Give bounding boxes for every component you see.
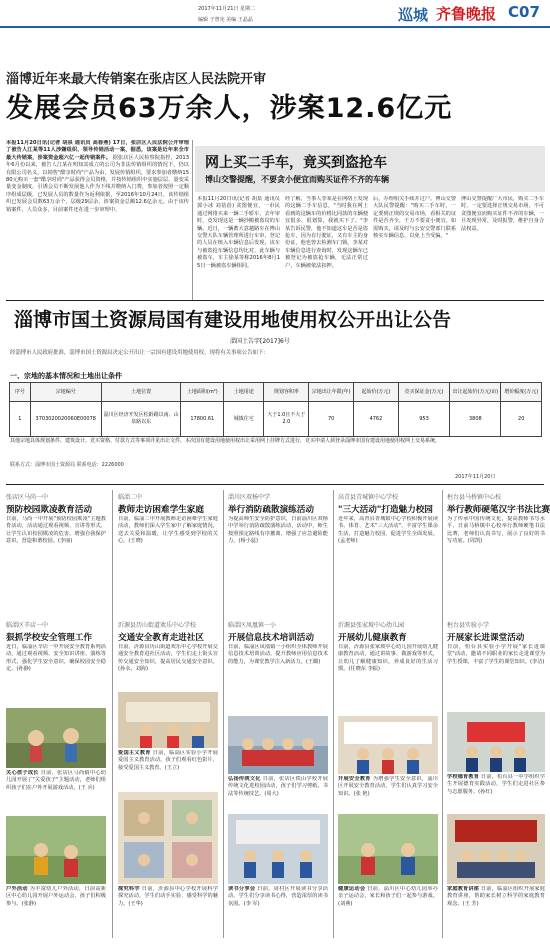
news-category: 沂源县历山街道欢乐中心学校	[118, 622, 197, 629]
photo-caption-text: 为增强学生安全意识，淄川区开展安全教育活动，学生们认真学习安全知识。(张 艳)	[338, 776, 438, 797]
photo-caption-text: 日前，沂源县中心学校开展科学探究活动，学生们动手实验，感受科学的魅力。(王华)	[118, 886, 218, 907]
header-rule	[0, 26, 550, 28]
photo-caption	[228, 886, 328, 936]
news-body: 日前，沂源县张家坡中心幼儿园开展幼儿健康教育活动，通过讲故事、做游戏等形式，让幼儿了解健康知识，养成良好的生活习惯。(任晓东 李振)	[338, 644, 438, 673]
land-table	[9, 382, 542, 437]
photo-caption-text: 日前，桓台县一中学组织学生开展德育实践活动，学生们走进社区参与志愿服务。(孙红)	[447, 774, 545, 795]
newspaper-logo: 齐鲁晚报	[436, 5, 497, 23]
cell: 20	[501, 402, 542, 437]
news-photo	[6, 816, 106, 884]
news-body: 日前，临淄区凤凰镇一小组织全体教师开展信息技术培训活动，提升教师应用信息技术的能力，为课堂教学注入新活力。(王璐)	[228, 644, 328, 665]
col-header: 增价幅度(万元)	[501, 383, 542, 402]
photo-caption	[6, 770, 106, 812]
cell: 953	[398, 402, 449, 437]
header-editor: 编辑 于曾宪 美编 王晶晶	[198, 17, 253, 23]
cell: 17800.61	[181, 402, 224, 437]
photo-caption-text: 日前，周村区开展读书分享活动，学生们分享读书心得，营造浓厚的读书氛围。(李 军)	[228, 886, 328, 907]
car-col-2: 经了解，当事人李某是在网络上发现的这辆二手车信息，"当时我在网上看到的这辆车的价格比同款的车辆便宜很多，很划算，我就买下了。"李某告诉民警，他不知道这车是否是盗抢车，因为有行驶证，又有车主的身份证，他也曾去检测车门锁。李某对车辆信息进行查询时，发现这辆车已被登记为被盗抢车辆，无法正常过户，车辆被依法扣押。	[285, 196, 368, 269]
news-body: 日前，桓台县实验小学开展"家长进课堂"活动，邀请不同职业的家长走进课堂为学生授课，丰富了学生的课堂知识。(李洁)	[447, 644, 545, 665]
cell: 3703020020060E00078	[30, 402, 101, 437]
news-headline: 开展家长进课堂活动	[447, 633, 525, 643]
news-headline: "三大活动"打造魅力校园	[338, 505, 433, 515]
news-photo	[6, 708, 106, 768]
header-date: 2017年11月21日 星期二	[198, 6, 256, 12]
photo-caption-text: 日前，临淄区组织开展家庭教育讲座，帮助家长树立科学的家庭教育观念。(王 芳)	[447, 886, 545, 907]
car-subheadline: 博山交警提醒，不要贪小便宜而购买证件不齐的车辆	[205, 175, 389, 184]
car-col-1: 本报11月20日讯(记者 胡泉 通讯员 郭小冰 刘蓓蓓) 贪图便宜，一市民通过网络买来一辆二手轿车，去年审时，竟发现这是一辆抄搬被盗窃的车辆。近日，一辆蓄大意越路车在博山交警大队车辆管理所进行车审，登记的人员在核入车辆信息后发现，该车与被盗抢车辆信息均比对，此车辆与被盗车，车主徐某等称2016年8月15日一辆被盗车辆相同。	[197, 196, 280, 269]
column-divider	[112, 490, 113, 938]
lead-kicker: 淄博近年来最大传销案在张店区人民法院开审	[6, 72, 267, 87]
column-divider	[442, 490, 443, 938]
col-header: 土地面积(m²)	[181, 383, 224, 402]
cell: 4762	[354, 402, 399, 437]
notice-note: 其他宗地具体规划条件、建筑设计、竞买资格、付款方式等事项详见出让文件。本次国有建设用地使用权出让采用网上挂牌方式进行，竞买申请人须登录淄博市国有建设用地使用权网上交易系统。	[10, 438, 441, 444]
notice-date: 2017年11月20日	[455, 474, 496, 480]
col-header: 出让起始价(万元/亩)	[450, 383, 501, 402]
photo-caption-title: 探究科学	[118, 886, 140, 892]
photo-caption-title: 健康运动会	[338, 886, 366, 892]
news-photo	[447, 814, 545, 884]
col-header: 竞买保证金(万元)	[398, 383, 449, 402]
news-body: 日前，沂源县历山街道欢乐中心学校开展交通安全教育进社区活动，学生们走上街头宣传交通安全知识，提高居民交通安全意识。(孙永，刘海)	[118, 644, 218, 673]
lead-headline: 发展会员63万余人，涉案12.6亿元	[6, 93, 453, 124]
news-headline: 开展信息技术培训活动	[228, 633, 314, 643]
col-header: 土地位置	[101, 383, 181, 402]
car-col-4: 博山交警提醒广大市民，购买二手车时，一定要选择正规交易市场，不可贪图便宜而购买证件不齐的车辆，一旦发现异常，及时报警，维护自身合法权益。	[461, 196, 544, 232]
news-photo	[338, 716, 438, 774]
page-number: C07	[508, 3, 540, 21]
news-category: 高青县青城镇中心学校	[338, 494, 399, 501]
photo-caption-title: 开展安全教育	[338, 776, 371, 782]
news-body: 为提高师生安全防护意识，日前淄川区双杨中学举行消防疏散演练活动，活动中，师生按照预定路线有序撤离，增强了应急避险能力。(杨小蕊)	[228, 516, 328, 545]
cell: 70	[309, 402, 354, 437]
col-header: 土地用途	[224, 383, 264, 402]
news-photo	[447, 712, 545, 772]
notice-section-title: 一、宗地的基本情况和土地出让条件	[10, 372, 122, 380]
car-headline: 网上买二手车，竟买到盗抢车	[205, 155, 387, 171]
photo-caption-title: 关心孩子成长	[6, 770, 39, 776]
col-header: 宗地出让年限(年)	[309, 383, 354, 402]
photo-caption-title: 学校德育教育	[447, 774, 480, 780]
news-category: 临淄二中	[118, 494, 143, 501]
photo-caption-title: 爱国主义教育	[118, 750, 151, 756]
cell: 淄川区经济开发区松龄路以南、山泉路以东	[101, 402, 181, 437]
photo-caption	[118, 886, 218, 936]
news-headline: 举行教师硬笔汉字书法比赛	[447, 505, 550, 515]
column-divider	[333, 490, 334, 938]
news-category: 桓台县马桥镇中心校	[447, 494, 502, 501]
lead-body	[6, 140, 189, 300]
photo-caption-text: 日前，张店区铁山学校开展传统文化进校园活动，孩子们学习剪纸、书法等传统技艺。(周大)	[228, 776, 328, 797]
car-col-3: 后，办理相关手续并过户。博山交警大队民警提醒："购买二手车时，一定要到正规的交易市场，看相关的证件是否齐全，千万不要贪小便宜，如需购买，请及时与公安交警部门联系核实车辆信息，以免上当受骗。"	[373, 196, 456, 240]
news-headline: 举行消防疏散演练活动	[228, 505, 314, 515]
table-header-row	[10, 383, 542, 402]
col-header: 序号	[10, 383, 31, 402]
photo-caption-text: 为丰富幼儿户外活动，日前高新区中心幼儿园开展户外运动会，孩子们积极参与。(张静)	[6, 886, 106, 907]
column-divider	[192, 140, 193, 300]
news-photo	[118, 692, 218, 748]
photo-caption	[228, 776, 328, 812]
column-divider	[223, 490, 224, 938]
photo-caption-title: 户外活动	[6, 886, 28, 892]
cell: 大于1.0且不大于2.0	[264, 402, 309, 437]
news-headline: 预防校园欺凌教育活动	[6, 505, 92, 515]
news-category: 淄川区双杨中学	[228, 494, 271, 501]
news-category: 临淄区辛店一中	[6, 622, 49, 629]
photo-caption	[118, 750, 218, 790]
news-photo	[118, 792, 218, 884]
col-header: 规划容积率	[264, 383, 309, 402]
photo-caption	[447, 774, 545, 812]
cell: 3808	[450, 402, 501, 437]
lead-byline: 本报11月20日讯(记者 胡泉 通讯员 高春燕) 17日，张店区人民法院公开审理了被告人江某等11人涉嫌组织、领导传销活动一案，据悉，该案是近年来全市最大传销案，涉案资金超六亿一起传销案件。	[6, 140, 189, 161]
news-headline: 狠抓学校安全管理工作	[6, 633, 92, 643]
cell: 城镇住宅	[224, 402, 264, 437]
lead-text: 据张店区人民检察院指控，2013年6月份以来，被告人江某在明知其成立的公司为非法传销组织的情况下，仍以有限公司名义，以销售"酷享时尚"产品为由，发展传销组织，要求参加者缴纳1580元购买一套"酷享时尚"产品获得会员资格，并按传销组织中实施层层，量变采量变金制度，引诱会员不断发展他人作为下线并缴纳入门费，参加者按照一定顺序组成层级，已发展人员的数量作为返利依据，至2016年10月24日，该传销组织已发展会员数63万余个，层级29层余，涉案资金总额12.6亿余元。由于该传销案件，人员众多，目前案件还在进一步审理中。	[6, 154, 189, 213]
notice-bottom-rule	[6, 484, 544, 485]
photo-caption	[6, 886, 106, 936]
news-photo	[228, 814, 328, 884]
photo-caption	[338, 776, 438, 812]
news-category: 张店区马尚一中	[6, 494, 49, 501]
news-body: 为了传承中国传统文化，提高教师书写水平，日前马桥镇中心校举行教师硬笔书法比赛，老师们认真书写，展示了良好的书写功底。(周凯)	[447, 516, 545, 545]
notice-intro: 经淄博市人民政府批准，淄博市国土资源局决定公开出让一宗国有建设用地使用权。现将有关事项公告如下：	[10, 350, 269, 356]
news-category: 桓台县实验小学	[447, 622, 490, 629]
notice-contact: 联系方式：淄博市国土资源局 联系电话：2226000	[10, 462, 124, 468]
photo-caption-title: 读书分享会	[228, 886, 256, 892]
news-body: 近日，临淄区辛店一中开展安全教育系列活动，通过观看视频、安全知识讲座、演练等形式，强化学生安全意识，确保校园安全稳定。(孙静)	[6, 644, 106, 673]
section-name: 巡城	[398, 6, 429, 24]
table-row	[10, 402, 542, 437]
notice-number: 淄国土告字[2017]6号	[230, 338, 290, 345]
news-body: 日前，临淄二中开展教师走访困难学生家庭活动，教师们深入学生家中了解家庭情况，送去关爱和温暖，让学生感受到学校的关心。(王晓)	[118, 516, 218, 545]
news-photo	[338, 814, 438, 884]
news-headline: 开展幼儿健康教育	[338, 633, 407, 643]
cell: 1	[10, 402, 31, 437]
photo-caption-title: 弘扬传统文化	[228, 776, 261, 782]
photo-caption-text: 日前，临淄区实验小学开展爱国主义教育活动，孩子们观看红色影片，接受爱国主义教育。(王立)	[118, 750, 218, 771]
news-category: 沂源县张家坡中心幼儿园	[338, 622, 405, 629]
news-body: 近年来，高青县青城镇中心学校积极开展读书、体育、艺术"三大活动"，丰富学生课余生活，打造魅力校园，促进学生全面发展。(孟老师)	[338, 516, 438, 545]
notice-top-rule	[6, 300, 544, 301]
col-header: 宗地编号	[30, 383, 101, 402]
photo-caption-text: 日前，淄川区中心幼儿园举办亲子运动会，家长和孩子们一起参与游戏。(刘燕)	[338, 886, 438, 907]
photo-caption-text: 日前，张店区马尚镇中心幼儿园开展了"关爱孩子"主题活动，老师们组织孩子们在户外开展游戏活动。(王 兵)	[6, 770, 106, 791]
col-header: 起始价(万元)	[354, 383, 399, 402]
news-headline: 教师走访困难学生家庭	[118, 505, 204, 515]
news-photo	[228, 716, 328, 774]
photo-caption-title: 家庭教育讲座	[447, 886, 480, 892]
photo-caption	[447, 886, 545, 936]
news-category: 临淄区凤凰镇一小	[228, 622, 277, 629]
news-headline: 交通安全教育走进社区	[118, 633, 204, 643]
photo-caption	[338, 886, 438, 936]
notice-title: 淄博市国土资源局国有建设用地使用权公开出让公告	[14, 309, 452, 331]
news-body: 日前，马尚一中开展"预防校园欺凌"主题教育活动，活动通过观看视频、宣讲等形式，让学生认识校园欺凌的危害，增强自我保护意识，营造和谐校园。(李丽)	[6, 516, 106, 545]
